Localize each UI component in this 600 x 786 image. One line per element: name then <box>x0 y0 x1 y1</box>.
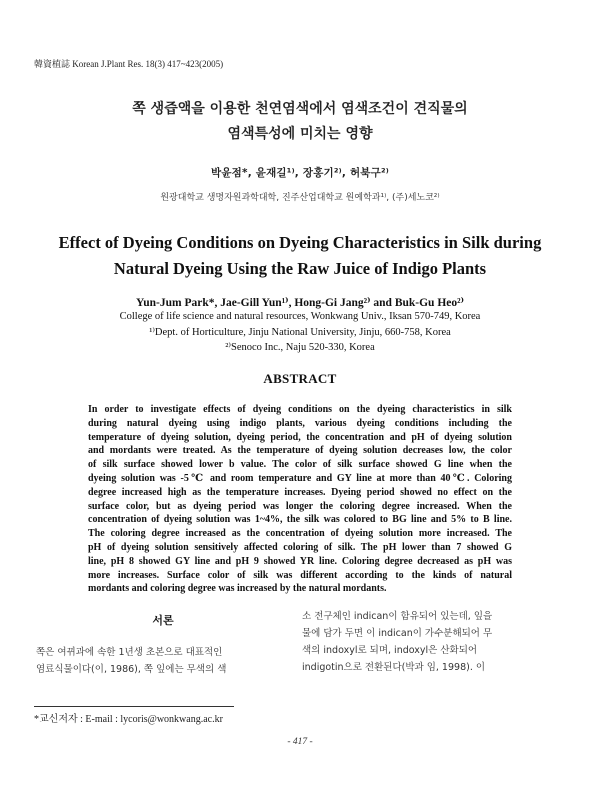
abstract-line: surface color, but as dyeing period was longer the coloring degree increased. When the <box>88 500 512 512</box>
abstract-line: concentration of dyeing solution was 1~4%, the silk was colored to BG line and 5% to B line. <box>88 514 512 526</box>
body-line: 물에 담가 두면 이 indican이 가수분해되어 무 <box>302 628 493 639</box>
body-line: 염료식물이다(이, 1986), 쪽 잎에는 무색의 색 <box>36 664 227 675</box>
introduction-heading: 서론 <box>152 614 174 627</box>
korean-title-line-2: 염색특성에 미치는 영향 <box>227 126 373 142</box>
abstract-line: In order to investigate effects of dyeing conditions on the dyeing characteristics in silk <box>88 404 512 415</box>
english-affiliation-3: ²⁾Senoco Inc., Naju 520-330, Korea <box>225 342 375 353</box>
english-affiliation-1: College of life science and natural resources, Wonkwang Univ., Iksan 570-749, Korea <box>119 311 481 322</box>
body-line: 색의 indoxyl로 되며, indoxyl은 산화되어 <box>302 645 478 656</box>
footnote-divider <box>34 706 234 707</box>
journal-citation: 韓資植誌 Korean J.Plant Res. 18(3) 417~423(2005) <box>34 59 224 69</box>
abstract-line: degree increased high as the temperature increases. Dyeing period showed no effect on the <box>88 486 512 498</box>
korean-affiliation: 원광대학교 생명자원과학대학, 진주산업대학교 원예학과¹⁾, (주)세노코²⁾ <box>160 193 440 203</box>
abstract-line: mordants and coloring degree was increased by the natural mordants. <box>88 583 387 595</box>
korean-title-line-1: 쪽 생즙액을 이용한 천연염색에서 염색조건이 견직물의 <box>132 101 468 117</box>
english-title-line-2: Natural Dyeing Using the Raw Juice of Indigo Plants <box>113 259 487 278</box>
page-number: - 417 - <box>287 737 313 747</box>
body-column-right <box>302 608 564 676</box>
korean-authors: 박윤점*, 윤재길¹⁾, 장홍기²⁾, 허북구²⁾ <box>210 167 389 179</box>
abstract-line: temperature of dyeing solution, dyeing period, the concentration and pH of dyeing solution <box>88 431 512 443</box>
corresponding-author-footnote: *교신저자 : E-mail : lycoris@wonkwang.ac.kr <box>34 714 223 725</box>
english-authors: Yun-Jum Park*, Jae-Gill Yun¹⁾, Hong-Gi Jang²⁾ and Buk-Gu Heo²⁾ <box>136 297 464 309</box>
body-line: 쪽은 여뀌과에 속한 1년생 초본으로 대표적인 <box>36 647 223 658</box>
abstract-body <box>88 403 512 596</box>
abstract-line: more increases. Surface color of silk was different according to the kinds of natural <box>88 569 512 581</box>
abstract-line: line, pH 8 showed GY line and pH 9 showed YR line. Coloring degree decreased as pH was <box>88 555 512 567</box>
body-column-left <box>36 644 274 678</box>
abstract-line: The coloring degree increased as the concentration of dyeing solution more increased. The <box>88 528 512 540</box>
abstract-line: and mordants were treated. As the temperature of dyeing solution decreases low, the color <box>88 445 512 457</box>
body-line: 소 전구체인 indican이 함유되어 있는데, 잎을 <box>302 611 493 622</box>
abstract-line: of silk surface showed lower b value. The color of silk surface showed G line when the <box>88 459 512 471</box>
body-line: indigotin으로 전환된다(박과 임, 1998). 이 <box>302 662 486 673</box>
english-title-line-1: Effect of Dyeing Conditions on Dyeing Characteristics in Silk during <box>58 233 542 252</box>
english-affiliation-2: ¹⁾Dept. of Horticulture, Jinju National University, Jinju, 660-758, Korea <box>149 327 451 338</box>
abstract-line: pH of dyeing solution sensitively affected coloring of silk. The pH lower than 7 showed G <box>88 541 512 553</box>
abstract-heading: ABSTRACT <box>263 371 337 386</box>
abstract-line: during natural dyeing using indigo plants, various dyeing conditions including the <box>88 417 512 429</box>
abstract-line: dyeing solution was -5℃ and room temperature and GY line at more than 40℃. Coloring <box>88 472 512 484</box>
